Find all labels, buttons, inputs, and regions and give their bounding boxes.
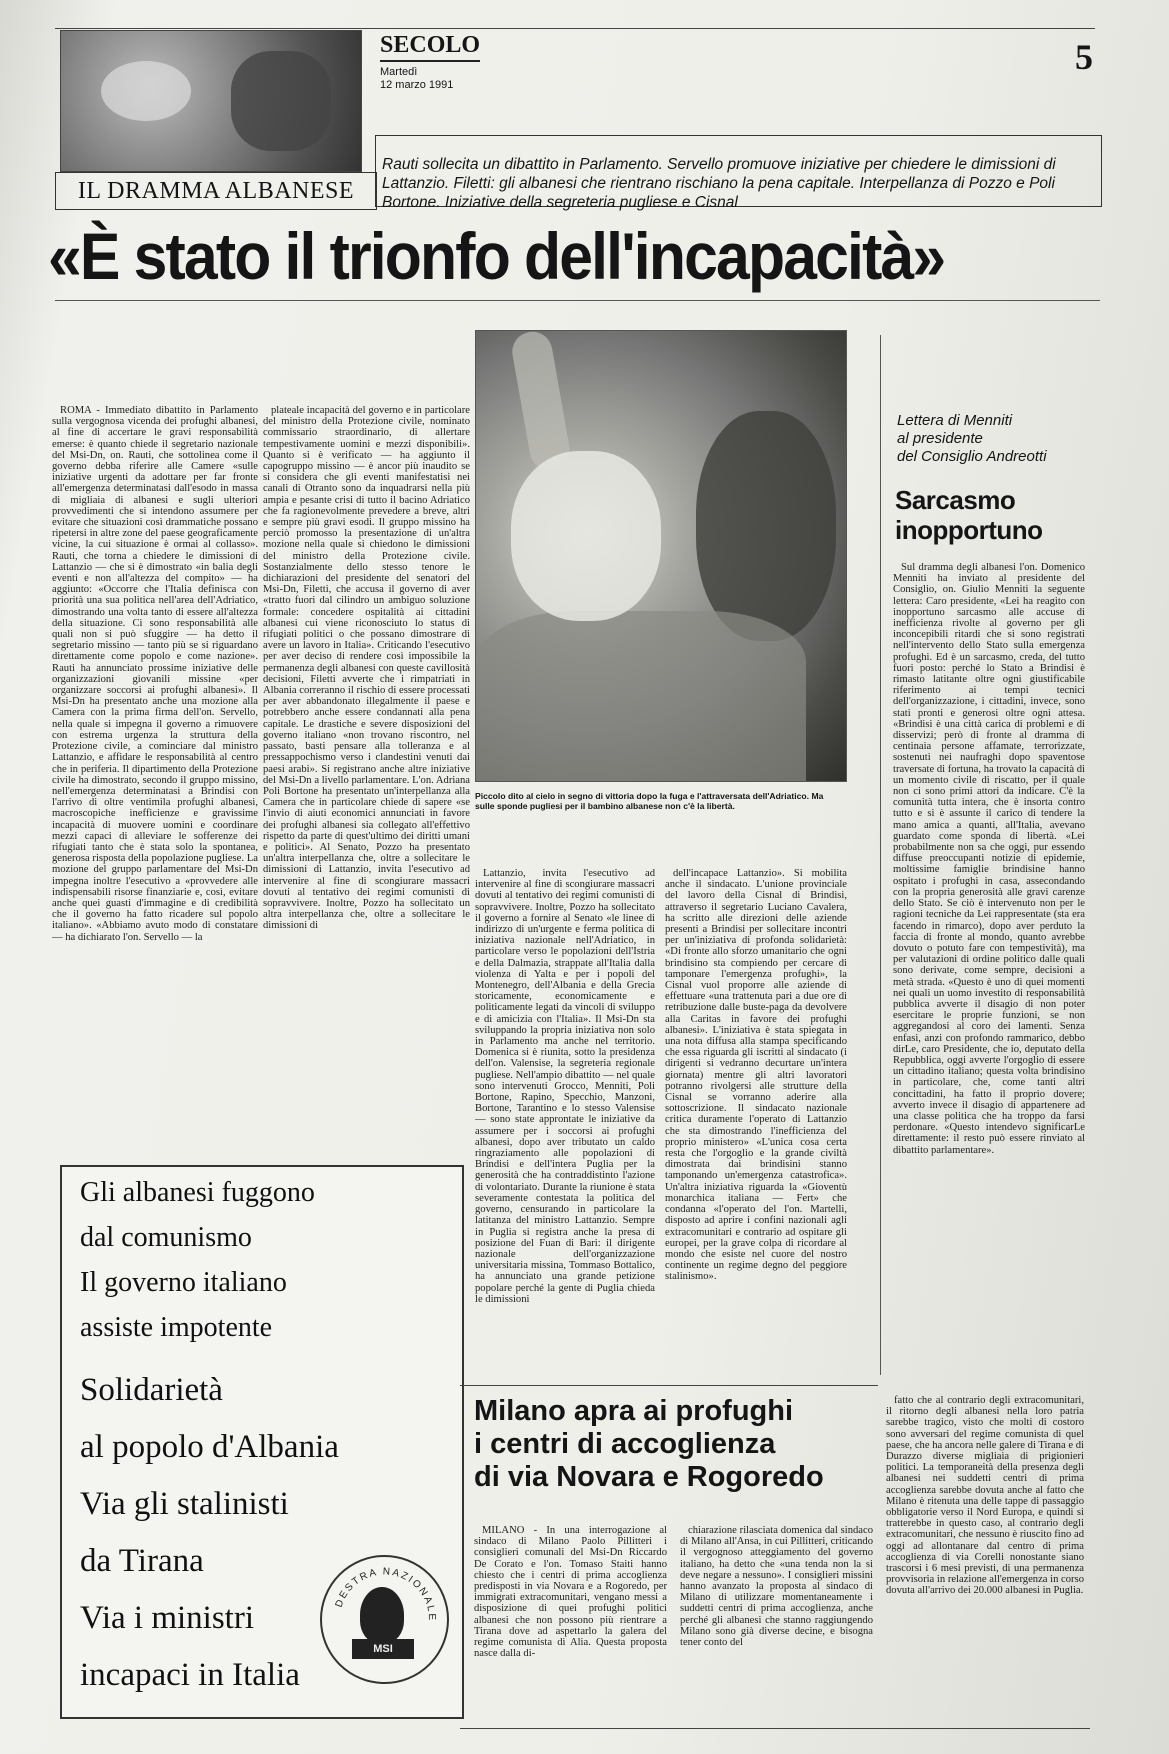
- sidebar-rule: [880, 335, 881, 1375]
- bottom-rule: [460, 1728, 1090, 1729]
- page-number: 5: [1075, 37, 1093, 77]
- masthead-date: 12 marzo 1991: [380, 79, 454, 91]
- letter-body: [893, 562, 1085, 1370]
- article-column-3: [475, 868, 655, 1370]
- masthead-name: SECOLO: [380, 32, 480, 62]
- letter-title: [895, 485, 1095, 545]
- ad-line: da Tirana: [80, 1543, 204, 1579]
- letter-kicker-line: Lettera di Menniti: [897, 412, 1013, 429]
- article-column-1: [52, 405, 258, 1170]
- milano-headline-line: Milano apra ai profughi: [474, 1395, 794, 1427]
- letter-title-line: Sarcasmo: [895, 485, 1016, 515]
- masthead: [380, 32, 480, 92]
- main-photo: [475, 330, 847, 782]
- letter-kicker-line: al presidente: [897, 430, 983, 447]
- section-kicker: IL DRAMMA ALBANESE: [55, 172, 377, 210]
- ad-line: Gli albanesi fuggono: [80, 1177, 315, 1208]
- main-headline: «È stato il trionfo dell'incapacità»: [48, 219, 945, 293]
- ad-line: Via gli stalinisti: [80, 1486, 289, 1522]
- ad-line: assiste impotente: [80, 1312, 273, 1343]
- masthead-day: Martedì: [380, 66, 418, 78]
- milano-column-2: [680, 1525, 873, 1723]
- msi-emblem-icon: [320, 1555, 449, 1684]
- summary-text: Rauti sollecita un dibattito in Parlamento. Servello promuove iniziative per chiedere le dimissioni di Lattanzio. Filetti: gli albanesi che rientrano rischiano la pena capitale. Interpellanza di Pozzo e Poli Bortone. Iniziative della segreteria pugliese e Cisnal: [382, 156, 1056, 211]
- milano-column-1: [474, 1525, 667, 1723]
- article-column-4: [665, 868, 847, 1370]
- milano-text: MILANO - In una interrogazione al sindaco di Milano Paolo Pillitteri i consiglieri comunali del Msi-Dn Riccardo De Corato e l'on. Tomaso Staiti hanno chiesto che i centri di prima accoglienza predisposti in via Novara e a Rogoredo, per immigrati extracomunitari, vengano messi a disposizione di quei profughi politici albanesi che non possono più rientrare a Tirana dove ad aspettarlo la galera del regime comunista di Alia. Questa proposta nasce dalla di-: [474, 1525, 667, 1660]
- letter-title-line: inopportuno: [895, 515, 1043, 545]
- milano-column-3: [886, 1395, 1084, 1723]
- header-photo: [60, 30, 362, 172]
- letter-kicker-line: del Consiglio Andreotti: [897, 448, 1047, 465]
- ad-line: Via i ministri: [80, 1600, 255, 1636]
- article-column-2: [263, 405, 470, 1170]
- milano-headline-line: di via Novara e Rogoredo: [474, 1461, 824, 1493]
- ad-line: Solidarietà: [80, 1372, 223, 1408]
- milano-text: fatto che al contrario degli extracomunitari, il ritorno degli albanesi nella loro patria sarebbe tragico, visto che molti di costoro sono avversari del regime comunista di quel paese, che ha ancora nelle galere di Tirana e di Durazzo diverse migliaia di prigionieri politici. La temporaneità della presenza degli albanesi nei suddetti centri di prima accoglienza sarebbe dovuta anche al fatto che Milano è ritenuta una delle tappe di passaggio obbligatorie verso il Nord Europa, e quindi si tratterebbe in questo caso, al contrario degli extracomunitari, che nessuno è riuscito fino ad oggi ad allontanare dal centro di prima accoglienza di via Corelli nonostante siano trascorsi i 6 mesi previsti, di una permanenza provvisoria in relazione all'emergenza in corso dovuta all'arrivo dei 20.000 albanesi in Puglia.: [886, 1395, 1084, 1597]
- ad-line: Il governo italiano: [80, 1267, 287, 1298]
- article-text: ROMA - Immediato dibattito in Parlamento sulla vergognosa vicenda dei profughi albanesi, al fine di accertare le gravi responsabilità emerse: è quanto chiede il segretario nazionale del Msi-Dn, on. Rauti, che sottolinea come il governo debba riferire alle Camere «sulle iniziative urgenti da adottare per far fronte all'emergenza determinatasi dall'esodo in massa di migliaia di albanesi e sugli ulteriori provvedimenti che si intendono assumere per evitare che situazioni così drammatiche possano ripetersi in altre zone del paese geograficamente vicine, la cui situazione è ormai al collasso». Rauti, che torna a chiedere le dimissioni di Lattanzio — che si è dimostrato «in balia degli eventi e non all'altezza del compito» — ha aggiunto: «Occorre che l'Italia definisca con priorità una sua politica nell'area dell'Adriatico, dimostrando una volta tanto di essere all'altezza della situazione. Ci sono responsabilità alle quali non si può sfuggire — ha detto il segretario missino — tanto più se si riguardano direttamente come popolo e come nazione». Rauti ha annunciato prossime iniziative delle organizzazioni giovanili missine «per organizzare soccorsi ai profughi albanesi». Il Msi-Dn ha presentato anche una mozione alla Camera con la prima firma dell'on. Servello, nella quale si impegna il governo a rimuovere con estrema urgenza la struttura della Protezione civile, a cominciare dal ministro Lattanzio, e affidare le responsabilità al centro che in periferia. Il dipartimento della Protezione civile ha dimostrato, secondo il gruppo missino, nell'emergenza determinatasi a Brindisi con l'arrivo di oltre ventimila profughi albanesi, macroscopiche inefficienze e gravissime incapacità di muovere uomini e coordinare mezzi capaci di alleviare le sofferenze dei rifugiati tanto che è stata solo la spontanea, generosa risposta della popolazione pugliese. La mozione del gruppo parlamentare del Msi-Dn impegna inoltre l'esecutivo a «provvedere alle indispensabili risorse finanziarie e, così, evitare anche quei guasti d'immagine e di credibilità che il governo ha fatto ricadere sul popolo italiano». «Abbiamo avuto modo di constatare — ha dichiarato l'on. Servello — la: [52, 405, 258, 943]
- emblem-logo-text: MSI: [352, 1639, 414, 1659]
- ad-line: al popolo d'Albania: [80, 1429, 339, 1465]
- milano-text: chiarazione rilasciata domenica dal sindaco di Milano all'Ansa, in cui Pillitteri, criticando il vergognoso atteggiamento del governo italiano, ha detto che «una tenda non la si deve negare a nessuno». I consiglieri missini hanno avanzato la proposta al sindaco di Milano di utilizzare momentaneamente i suddetti centri di prima accoglienza, anche perché gli albanesi che stanno raggiungendo Milano sono già diverse decine, e bisogna tener conto del: [680, 1525, 873, 1649]
- milano-headline: [474, 1395, 894, 1494]
- photo-caption: Piccolo dito al cielo in segno di vittoria dopo la fuga e l'attraversata dell'Adriatico. Ma sulle sponde pugliesi per il bambino albanese non c'è la libertà.: [475, 791, 824, 811]
- article-text: dell'incapace Lattanzio». Si mobilita anche il sindacato. L'unione provinciale del lavoro della Cisnal di Brindisi, attraverso il segretario Luciano Cavalera, ha scritto alle direzioni delle aziende presenti a Brindisi per sollecitare incontri per un'iniziativa di profonda solidarietà: «Di fronte allo sforzo umanitario che ogni brindisino sta compiendo per cercare di tamponare l'emergenza profughi», la Cisnal vuol proporre alle aziende di effettuare «una trattenuta pari a due ore di retribuzione dalle buste-paga da devolvere alla Caritas in favore dei profughi albanesi». L'iniziativa è stata spiegata in una nota diffusa alla stampa specificando che essa riguarda gli iscritti al sindacato (i dirigenti si vedranno decurtare un'intera giornata) mentre gli altri lavoratori potranno rivolgersi alle strutture della Cisnal se vorranno aderire alla sottoscrizione. Il sindacato nazionale critica duramente l'operato di Lattanzio che sta dimostrando l'inefficienza del proprio ministero» «L'unica cosa certa resta che l'orgoglio e la grande civiltà dimostrata dai brindisini stanno tamponando un'emergenza catastrofica». Un'altra iniziativa riguarda la «Gioventù monarchica italiana — Fert» che condanna «l'operato del l'on. Martelli, disposto ad aprire i confini nazionali agli extracomunitari e contrario ad ospitare gli europei, per la grave colpa di ricordare al mondo che esiste nel cuore del nostro continente un regime degno del peggiore stalinismo».: [665, 868, 847, 1283]
- ad-line: incapaci in Italia: [80, 1657, 300, 1693]
- emblem-text: DESTRA NAZIONALE: [333, 1566, 438, 1623]
- letter-kicker: [897, 412, 1097, 466]
- flame-icon: [360, 1587, 404, 1643]
- headline-rule: [55, 300, 1100, 301]
- top-rule: [55, 28, 1095, 29]
- article-text: plateale incapacità del governo e in particolare del ministro della Protezione civile, nominato commissario straordinario, di allertare tempestivamente uomini e mezzi disponibili». Quanto si è verificato — ha aggiunto il capogruppo missino — è ancor più inaudito se si considera che gli eventi manifestatisi nei canali di Otranto sono da inquadrarsi nella più ampia e pesante crisi di tutto il bacino Adriatico che fa ragionevolmente prevedere a breve, altri e sempre più gravi esodi. Il gruppo missino ha perciò promosso la presentazione di un'altra mozione nella quale si chiedono le dimissioni del ministro della Protezione civile. Sostanzialmente dello stesso tenore le dichiarazioni del presidente del senatori del Msi-Dn, Filetti, che accusa il governo di aver «tratto fuori dal cilindro un ambiguo soluzione formale: concedere ospitalità ai cittadini albanesi cui viene riconosciuto lo status di rifugiati politici o che possano dimostrare di avere un lavoro in Italia». Criticando l'esecutivo per aver deciso di rendere così impossibile la permanenza degli albanesi con queste cavillosità decisioni, Filetti avverte che i rimpatriati in Albania correranno il rischio di essere processati per aver abbandonato illegalmente il paese e potrebbero anche essere condannati alla pena capitale. Le drastiche e severe disposizioni del governo italiano «non trovano riscontro, nel passato, basti pensare alla tolleranza e al pressappochismo verso i clandestini venuti dai paesi arabi». Si registrano anche altre iniziative del Msi-Dn a livello parlamentare. L'on. Adriana Poli Bortone ha presentato un'interpellanza alla Camera che in particolare chiede di sapere «se l'invio di aiuti economici annunciati in favore dei profughi albanesi sia collegato all'effettivo rispetto da parte di quest'ultimo dei diritti umani e politici». Al Senato, Pozzo ha presentato un'altra interpellanza che, oltre a sollecitare le dimissioni di Lattanzio, invita l'esecutivo ad intervenire al fine di scongiurare massacri dovuti al tentativo dei regimi comunisti di sopravvivere. Inoltre, Pozzo ha sollecitato un altra interpellanza che, oltre a sollecitare le dimissioni di: [263, 405, 470, 932]
- article-text: Lattanzio, invita l'esecutivo ad intervenire al fine di scongiurare massacri dovuti al tentativo dei regimi comunisti di sopravvivere. Inoltre, Pozzo ha sollecitato il governo a fornire al Senato «le linee di indirizzo di un'urgente e ferma politica di iniziativa nazionale nell'Adriatico, in particolare verso le popolazioni dell'Istria e della Dalmazia, strappate all'Italia dalla violenza di Yalta e per i popoli del Montenegro, dell'Albania e della Grecia storicamente, economicamente e politicamente legati da vincoli di sviluppo e di amicizia con l'Italia». Il Msi-Dn sta sviluppando la propria iniziativa non solo in Parlamento ma anche nel territorio. Domenica si è riunita, sotto la presidenza dell'on. Valensise, la segreteria regionale pugliese. Nell'ampio dibattito — nel quale sono intervenuti Grocco, Menniti, Poli Bortone, Rapino, Specchio, Manzoni, Bortone, Tarantino e lo stesso Valensise — sono state approntate le iniziative da assumere per i soccorsi ai profughi albanesi, dopo aver tributato un caldo ringraziamento alle popolazioni di Brindisi e dell'intera Puglia per la generosità che ha contraddistinto l'azione di volontariato. Durante la riunione è stata severamente contestata la politica del governo, censurando in particolare la latitanza del ministro Lattanzio. Sempre in Puglia si registra anche la presa di posizione del Fuan di Bari: il dirigente nazionale dell'organizzazione universitaria missina, Tommaso Bottalico, ha annunciato una grande petizione popolare perché la gente di Puglia chieda le dimissioni: [475, 868, 655, 1305]
- milano-headline-line: i centri di accoglienza: [474, 1428, 776, 1460]
- ad-line: dal comunismo: [80, 1222, 252, 1253]
- letter-text: Sul dramma degli albanesi l'on. Domenico Menniti ha inviato al presidente del Consiglio, on. Giulio Menniti la seguente lettera: Caro presidente, «Lei ha reagito con inopportuno sarcasmo alle accuse di inefficienza rivolte al governo per gli inconcepibili ritardi che si sono registrati nell'intervento dello Stato sulla emergenza profughi. Ed è un sarcasmo, creda, del tutto fuori posto: perché lo Stato a Brindisi è rimasto latitante oltre ogni giustificabile riferimento ai tempi tecnici dell'organizzazione, i cittadini, invece, sono stati pronti e generosi oltre ogni attesa. «Brindisi è una città carica di problemi e di disservizi; però di fronte al dramma di centinaia persone affamate, terrorizzate, sostenuti nei naufraghi dopo spaventose traversate di fortuna, ha trovato la capacità di un momento civile di riscatto, per il quale non ci sono primi attori da indicare. C'è la comunità tutta intera, che è insorta contro tutto e si è assunte il carico di tendere la mano amica a quanti, all'Italia, avevano guardato come sponda di libertà. «Lei probabilmente non sa che oggi, pur essendo diffuse preoccupanti notizie di epidemie, moltissime famiglie brindisine hanno ospitato i profughi in casa, assecondando con la propria generosità alle gravi carenze dello Stato. Se ciò è intervenuto non per le ragioni tecniche da Lei rappresentate (sta era facendo in rimarco), dopo aver perduto la faccia di fronte al mondo, quanto avrebbe dovuto o potuto fare con tempestività), ma per valutazioni di ordine politico dalle quali sono derivate, come sempre, decisioni a metà strada. «Questo è uno di quei momenti nei quali un uomo investito di responsabilità pubblica avverte il disagio di non poter esercitare le proprie funzioni, se non aggregandosi al coro dei lamenti. Senza enfasi, anzi con profondo rammarico, debbo dirLe, caro Presidente, che io, deputato della Repubblica, oggi avverte l'orgoglio di essere un cittadino italiano; questa volta brindisino in particolare, che, come tanti altri concittadini, ha fatto il proprio dovere; avverto invece il disagio di appartenere ad una classe politica che ha troppo da farsi perdonare. «Questo intendevo significarLe direttamente: il resto può essere rinviato al dibattito parlamentare».: [893, 562, 1085, 1156]
